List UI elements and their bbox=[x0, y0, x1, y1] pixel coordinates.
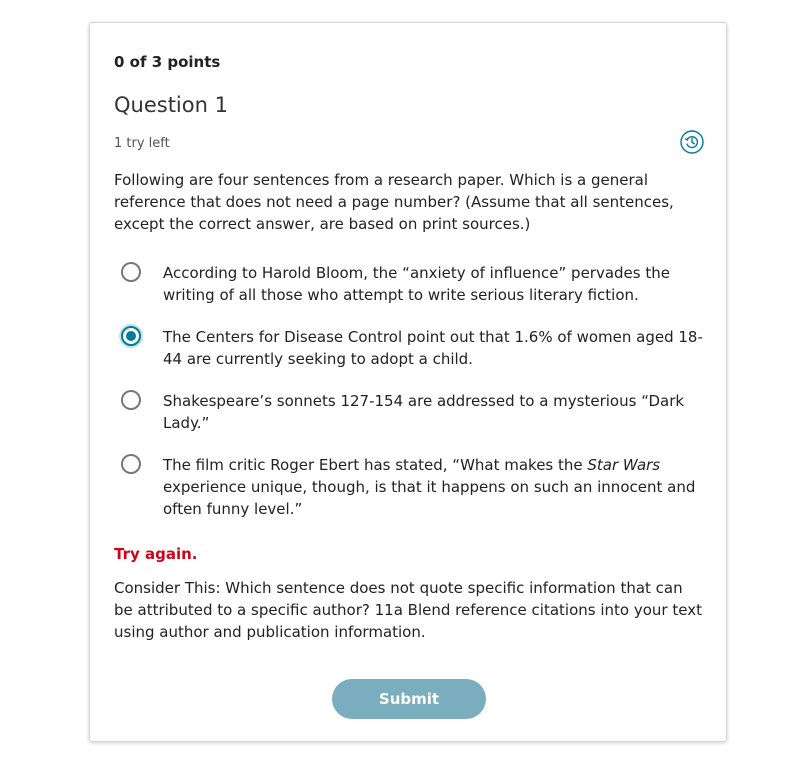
history-icon bbox=[680, 130, 704, 154]
answer-option-4[interactable] bbox=[114, 454, 704, 520]
history-button[interactable] bbox=[680, 130, 704, 154]
tries-left-label: 1 try left bbox=[114, 136, 170, 151]
radio-button-2-selected[interactable] bbox=[121, 326, 141, 346]
answer-option-1[interactable] bbox=[114, 262, 704, 306]
answer-option-text-after: experience unique, though, is that it happens on such an innocent and often funny level.” bbox=[163, 478, 696, 518]
submit-button[interactable]: Submit bbox=[332, 679, 486, 719]
question-card bbox=[89, 22, 727, 742]
answer-option-text bbox=[163, 456, 695, 518]
answer-option-title-italic: Star Wars bbox=[587, 456, 661, 474]
answer-option-text: According to Harold Bloom, the “anxiety of influence” pervades the writing of all those who attempt to write serious literary fiction. bbox=[163, 264, 670, 304]
answer-option-2[interactable] bbox=[114, 326, 704, 370]
feedback-status: Try again. bbox=[114, 545, 198, 563]
answer-options bbox=[114, 262, 704, 540]
answer-option-text-before: The film critic Roger Ebert has stated, “What makes the bbox=[163, 456, 588, 474]
question-title: Question 1 bbox=[114, 93, 228, 117]
question-prompt: Following are four sentences from a research paper. Which is a general reference that does not need a page number? (Assume that all sentences, except the correct answer, are based on print sources.) bbox=[114, 171, 674, 233]
answer-option-3[interactable] bbox=[114, 390, 704, 434]
answer-option-text: Shakespeare’s sonnets 127-154 are addressed to a mysterious “Dark Lady.” bbox=[163, 392, 685, 432]
answer-option-text: The Centers for Disease Control point out that 1.6% of women aged 18-44 are currently seeking to adopt a child. bbox=[163, 328, 703, 368]
score-label: 0 of 3 points bbox=[114, 53, 221, 71]
feedback-hint: Consider This: Which sentence does not quote specific information that can be attributed to a specific author? 11a Blend reference citations into your text using author and publication information. bbox=[114, 579, 702, 641]
radio-button-1[interactable] bbox=[121, 262, 141, 282]
radio-button-4[interactable] bbox=[121, 454, 141, 474]
radio-button-3[interactable] bbox=[121, 390, 141, 410]
